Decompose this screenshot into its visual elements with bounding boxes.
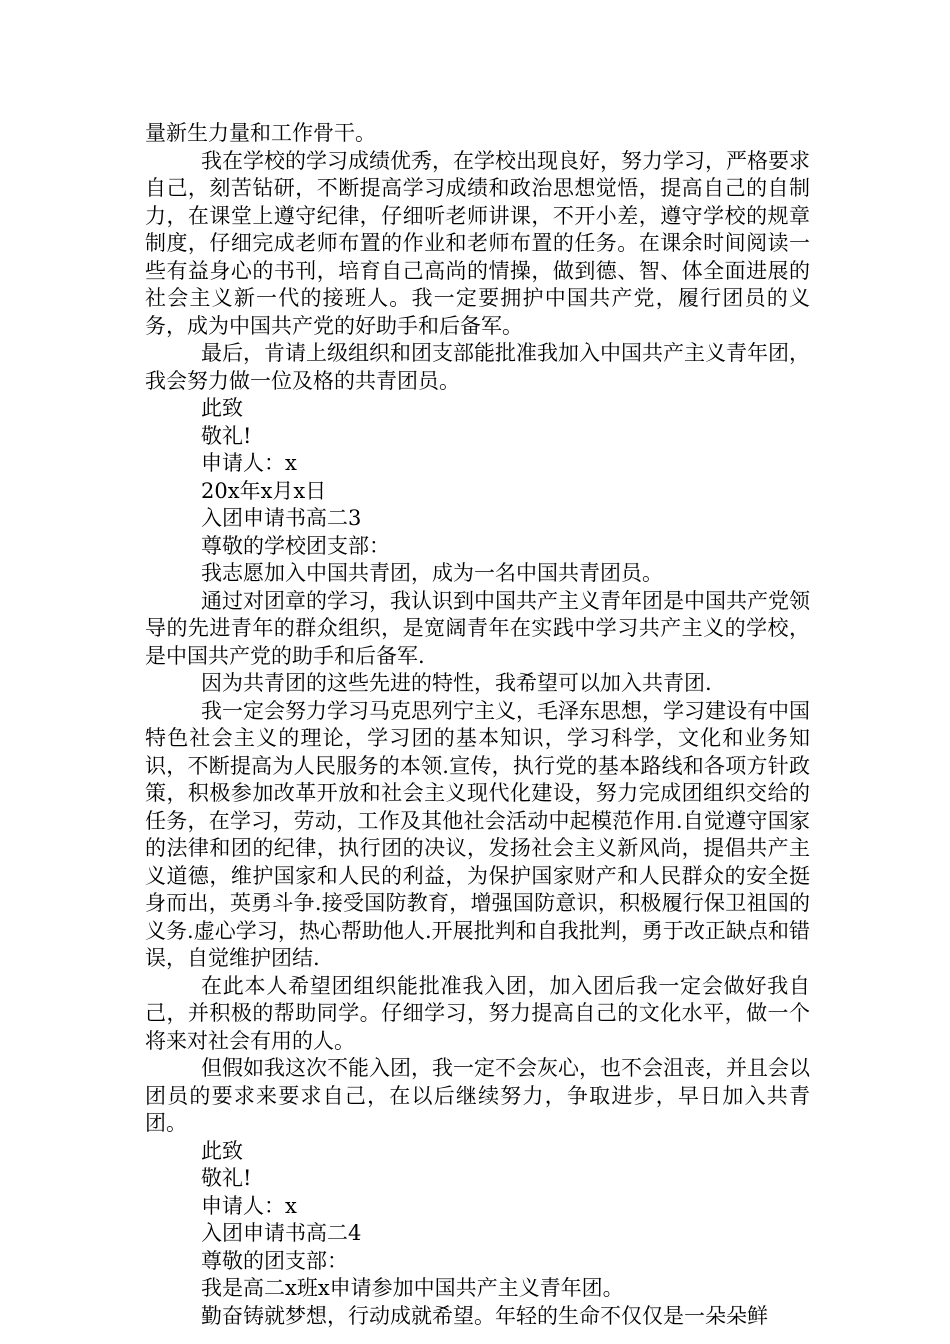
paragraph: 我是高二x班x申请参加中国共产主义青年团。 <box>201 1276 624 1300</box>
paragraph: 我一定会努力学习马克思列宁主义，毛泽东思想，学习建设有中国特色社会主义的理论，学习团的基本知识，学习科学，文化和业务知识，不断提高为人民服务的本领.宣传，执行党的基本路线和各项方针政策，积极参加改革开放和社会主义现代化建设，努力完成团组织交给的任务，在学习，劳动，工作及其他社会活动中起模范作用.自觉遵守国家的法律和团的纪律，执行团的决议，发扬社会主义新风尚，提倡共产主义道德，维护国家和人民的利益，为保护国家财产和人民群众的安全挺身而出，英勇斗争.接受国防教育，增强国防意识，积极履行保卫祖国的义务.虚心学习，热心帮助他人.开展批判和自我批判，勇于改正缺点和错误，自觉维护团结. <box>145 698 810 970</box>
paragraph: 我志愿加入中国共青团，成为一名中国共青团员。 <box>201 561 663 585</box>
section-title: 入团申请书高二3 <box>201 506 362 530</box>
section-title: 入团申请书高二4 <box>201 1221 362 1245</box>
paragraph: 我在学校的学习成绩优秀，在学校出现良好，努力学习，严格要求自己，刻苦钻研，不断提高学习成绩和政治思想觉悟，提高自己的自制力，在课堂上遵守纪律，仔细听老师讲课，不开小差，遵守学校的规章制度，仔细完成老师布置的作业和老师布置的任务。在课余时间阅读一些有益身心的书刊，培育自己高尚的情操，做到德、智、体全面进展的社会主义新一代的接班人。我一定要拥护中国共产党，履行团员的义务，成为中国共产党的好助手和后备军。 <box>145 148 810 338</box>
document-body <box>145 120 810 1330</box>
closing-regards: 敬礼! <box>201 423 252 448</box>
paragraph: 但假如我这次不能入团，我一定不会灰心，也不会沮丧，并且会以团员的要求来要求自己，在以后继续努力，争取进步，早日加入共青团。 <box>145 1056 810 1135</box>
paragraph: 在此本人希望团组织能批准我入团，加入团后我一定会做好我自己，并积极的帮助同学。仔细学习，努力提高自己的文化水平，做一个将来对社会有用的人。 <box>145 973 810 1053</box>
greeting: 尊敬的团支部： <box>201 1248 348 1273</box>
paragraph: 通过对团章的学习，我认识到中国共产主义青年团是中国共产党领导的先进青年的群众组织，是宽阔青年在实践中学习共产主义的学校，是中国共产党的助手和后备军. <box>145 588 810 668</box>
greeting: 尊敬的学校团支部： <box>201 533 390 558</box>
date-line: 20x年x月x日 <box>201 478 327 503</box>
paragraph: 量新生力量和工作骨干。 <box>145 121 376 145</box>
paragraph: 最后，肯请上级组织和团支部能批准我加入中国共产主义青年团，我会努力做一位及格的共青团员。 <box>145 341 810 393</box>
closing-salutation: 此致 <box>201 1138 243 1163</box>
closing-regards: 敬礼! <box>201 1166 252 1190</box>
paragraph: 勤奋铸就梦想，行动成就希望。年轻的生命不仅仅是一朵朵鲜 <box>201 1303 768 1328</box>
paragraph: 因为共青团的这些先进的特性，我希望可以加入共青团. <box>201 671 712 695</box>
applicant-line: 申请人：x <box>201 1193 297 1218</box>
applicant-line: 申请人：x <box>201 451 297 475</box>
closing-salutation: 此致 <box>201 396 243 420</box>
